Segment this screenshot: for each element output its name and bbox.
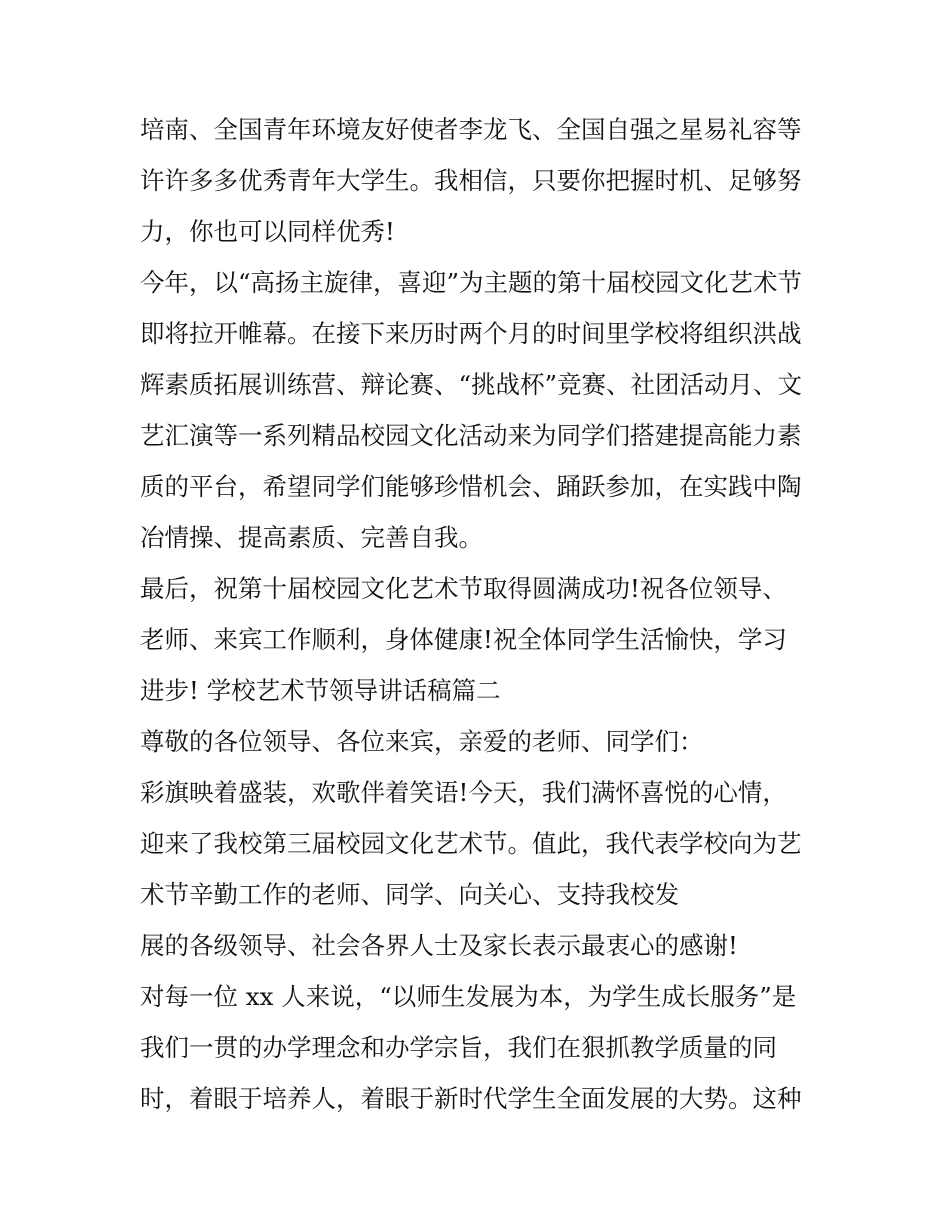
text-line: 力，你也可以同样优秀! xyxy=(140,217,395,246)
text-line: 我们一贯的办学理念和办学宗旨，我们在狠抓教学质量的同 xyxy=(140,1033,777,1062)
text-line: 彩旗映着盛装，欢歌伴着笑语!今天，我们满怀喜悦的心情， xyxy=(140,778,787,807)
text-line: 老师、来宾工作顺利，身体健康!祝全体同学生活愉快，学习 xyxy=(140,625,787,654)
text-line: 今年，以“高扬主旋律，喜迎”为主题的第十届校园文化艺术节 xyxy=(140,268,803,297)
text-line: 冶情操、提高素质、完善自我。 xyxy=(140,523,483,552)
text-line: 进步! 学校艺术节领导讲话稿篇二 xyxy=(140,676,501,705)
text-line: 质的平台，希望同学们能够珍惜机会、踊跃参加，在实践中陶 xyxy=(140,472,802,501)
text-line: 培南、全国青年环境友好使者李龙飞、全国自强之星易礼容等 xyxy=(140,115,802,144)
text-line: 许许多多优秀青年大学生。我相信，只要你把握时机、足够努 xyxy=(140,166,802,195)
text-line: 时，着眼于培养人，着眼于新时代学生全面发展的大势。这种 xyxy=(140,1084,802,1113)
text-line: 即将拉开帷幕。在接下来历时两个月的时间里学校将组织洪战 xyxy=(140,319,802,348)
text-line: 尊敬的各位领导、各位来宾，亲爱的老师、同学们： xyxy=(140,727,704,756)
text-line: 辉素质拓展训练营、辩论赛、“挑战杯”竞赛、社团活动月、文 xyxy=(140,370,803,399)
text-line: 对每一位 xx 人来说，“以师生发展为本，为学生成长服务”是 xyxy=(140,982,797,1011)
text-line: 术节辛勤工作的老师、同学、向关心、支持我校发 xyxy=(140,880,679,909)
text-line: 艺汇演等一系列精品校园文化活动来为同学们搭建提高能力素 xyxy=(140,421,802,450)
text-line: 最后，祝第十届校园文化艺术节取得圆满成功!祝各位领导、 xyxy=(140,574,787,603)
text-line: 迎来了我校第三届校园文化艺术节。值此，我代表学校向为艺 xyxy=(140,829,802,858)
text-line: 展的各级领导、社会各界人士及家长表示最衷心的感谢! xyxy=(140,931,738,960)
